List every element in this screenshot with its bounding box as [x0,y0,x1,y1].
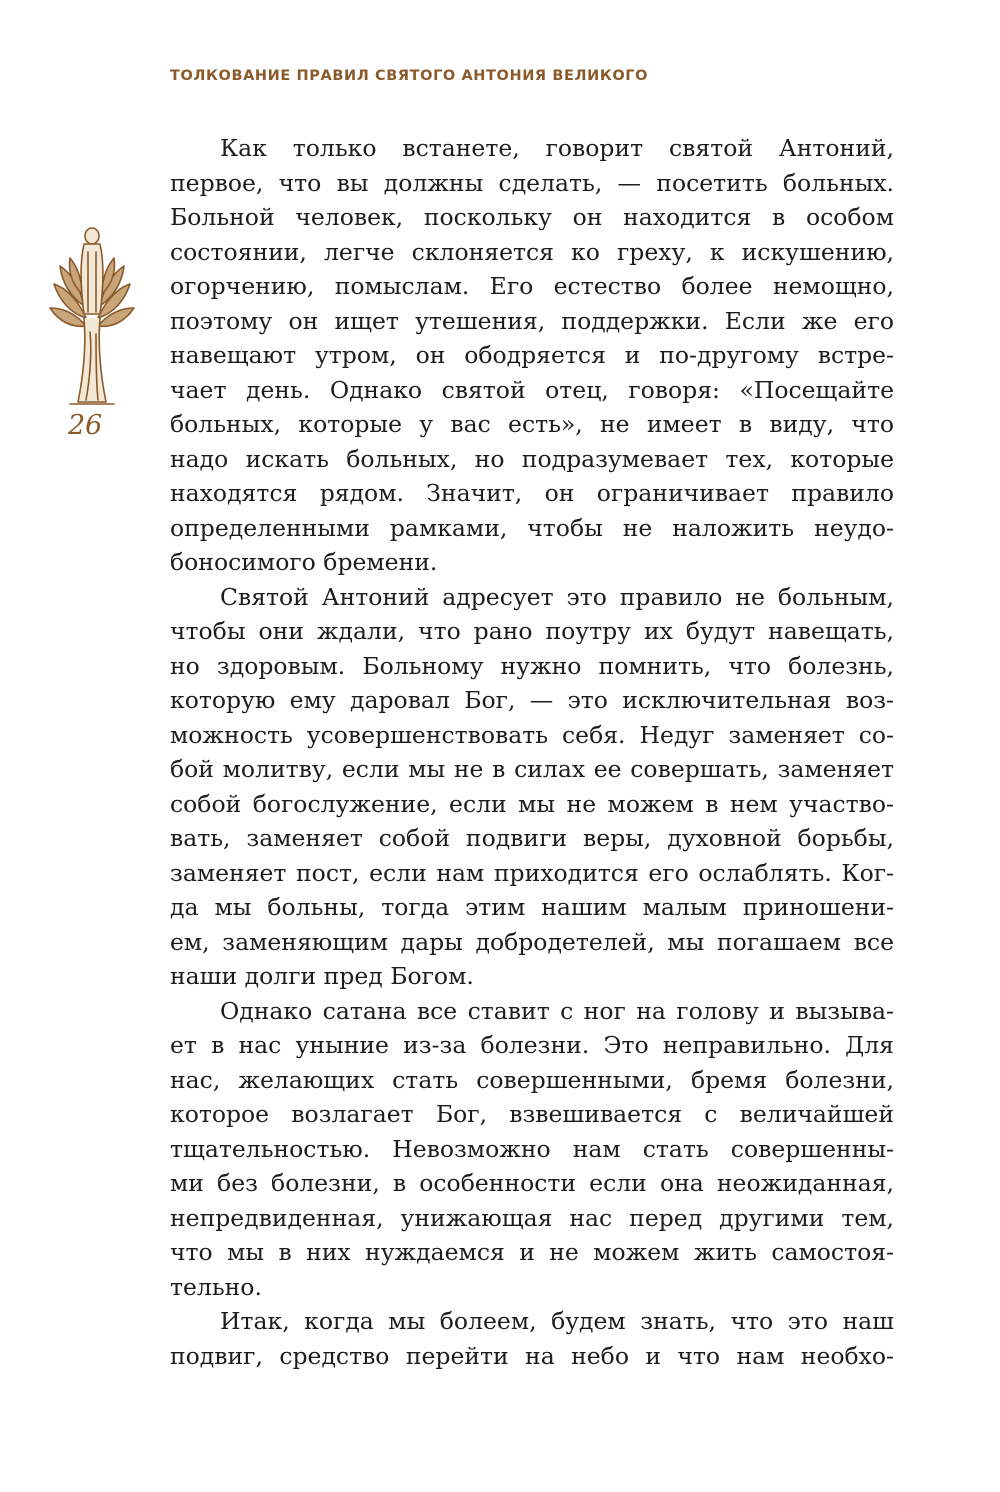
text-line: огорчению, помыслам. Его естество более немощно, [170,272,894,300]
text-line: навещают утром, он ободряется и по-другому встре- [170,341,894,369]
text-line: тельно. [170,1272,262,1301]
running-head: ТОЛКОВАНИЕ ПРАВИЛ СВЯТОГО АНТОНИЯ ВЕЛИКОГО [170,68,649,84]
text-line: ми без болезни, в особенности если она неожиданная, [170,1169,894,1197]
text-line: первое, что вы должны сделать, — посетить больных. [170,168,894,197]
text-line: что мы в них нуждаемся и не можем жить самостоя- [170,1238,894,1266]
text-line: непредвиденная, унижающая нас перед другими тем, [170,1203,894,1232]
text-line: Итак, когда мы болеем, будем знать, что это наш [220,1307,894,1335]
text-line: наши долги пред Богом. [170,962,474,990]
text-line: Святой Антоний адресует это правило не больным, [220,582,894,611]
text-line: Больной человек, поскольку он находится в особом [170,203,894,231]
text-line: но здоровым. Больному нужно помнить, что болезнь, [170,651,894,680]
text-line: Как только встанете, говорит святой Антоний, [220,134,894,162]
text-line: определенными рамками, чтобы не наложить неудо- [170,513,894,542]
text-line: вать, заменяет собой подвиги веры, духовной борьбы, [170,824,894,852]
text-line: больных, которые у вас есть», не имеет в виду, что [170,410,894,438]
text-line: можность усовершенствовать себя. Недуг заменяет со- [170,720,894,749]
text-line: которую ему даровал Бог, — это исключительная воз- [170,686,894,714]
text-line: боносимого бремени. [170,548,438,576]
body-text [170,131,894,1373]
text-line: чтобы они ждали, что рано поутру их будут навещать, [170,617,894,645]
text-line: находятся рядом. Значит, он ограничивает правило [170,479,894,507]
text-line: нас, желающих стать совершенными, бремя болезни, [170,1065,894,1094]
page-number: 26 [68,410,103,441]
text-line: которое возлагает Бог, взвешивается с величайшей [170,1100,894,1128]
text-line: бой молитву, если мы не в силах ее совершать, заменяет [170,755,894,783]
text-line: чает день. Однако святой отец, говоря: «Посещайте [170,375,894,404]
text-line: заменяет пост, если нам приходится его ослаблять. Ког- [170,858,894,887]
text-line: собой богослужение, если мы не можем в нем участво- [170,789,894,818]
text-line: тщательностью. Невозможно нам стать совершенны- [170,1134,894,1163]
text-line: да мы больны, тогда этим нашим малым приношени- [170,893,894,921]
text-line: поэтому он ищет утешения, поддержки. Если же его [170,306,894,335]
text-line: ем, заменяющим дары добродетелей, мы погашаем все [170,927,894,956]
saint-tree-emblem-icon [46,222,138,410]
text-line: Однако сатана все ставит с ног на голову и вызыва- [220,996,894,1025]
text-line: надо искать больных, но подразумевает тех, которые [170,444,894,473]
text-line: подвиг, средство перейти на небо и что нам необхо- [170,1341,894,1370]
text-line: ет в нас уныние из-за болезни. Это неправильно. Для [170,1031,894,1059]
text-line: состоянии, легче склоняется ко греху, к искушению, [170,237,894,266]
